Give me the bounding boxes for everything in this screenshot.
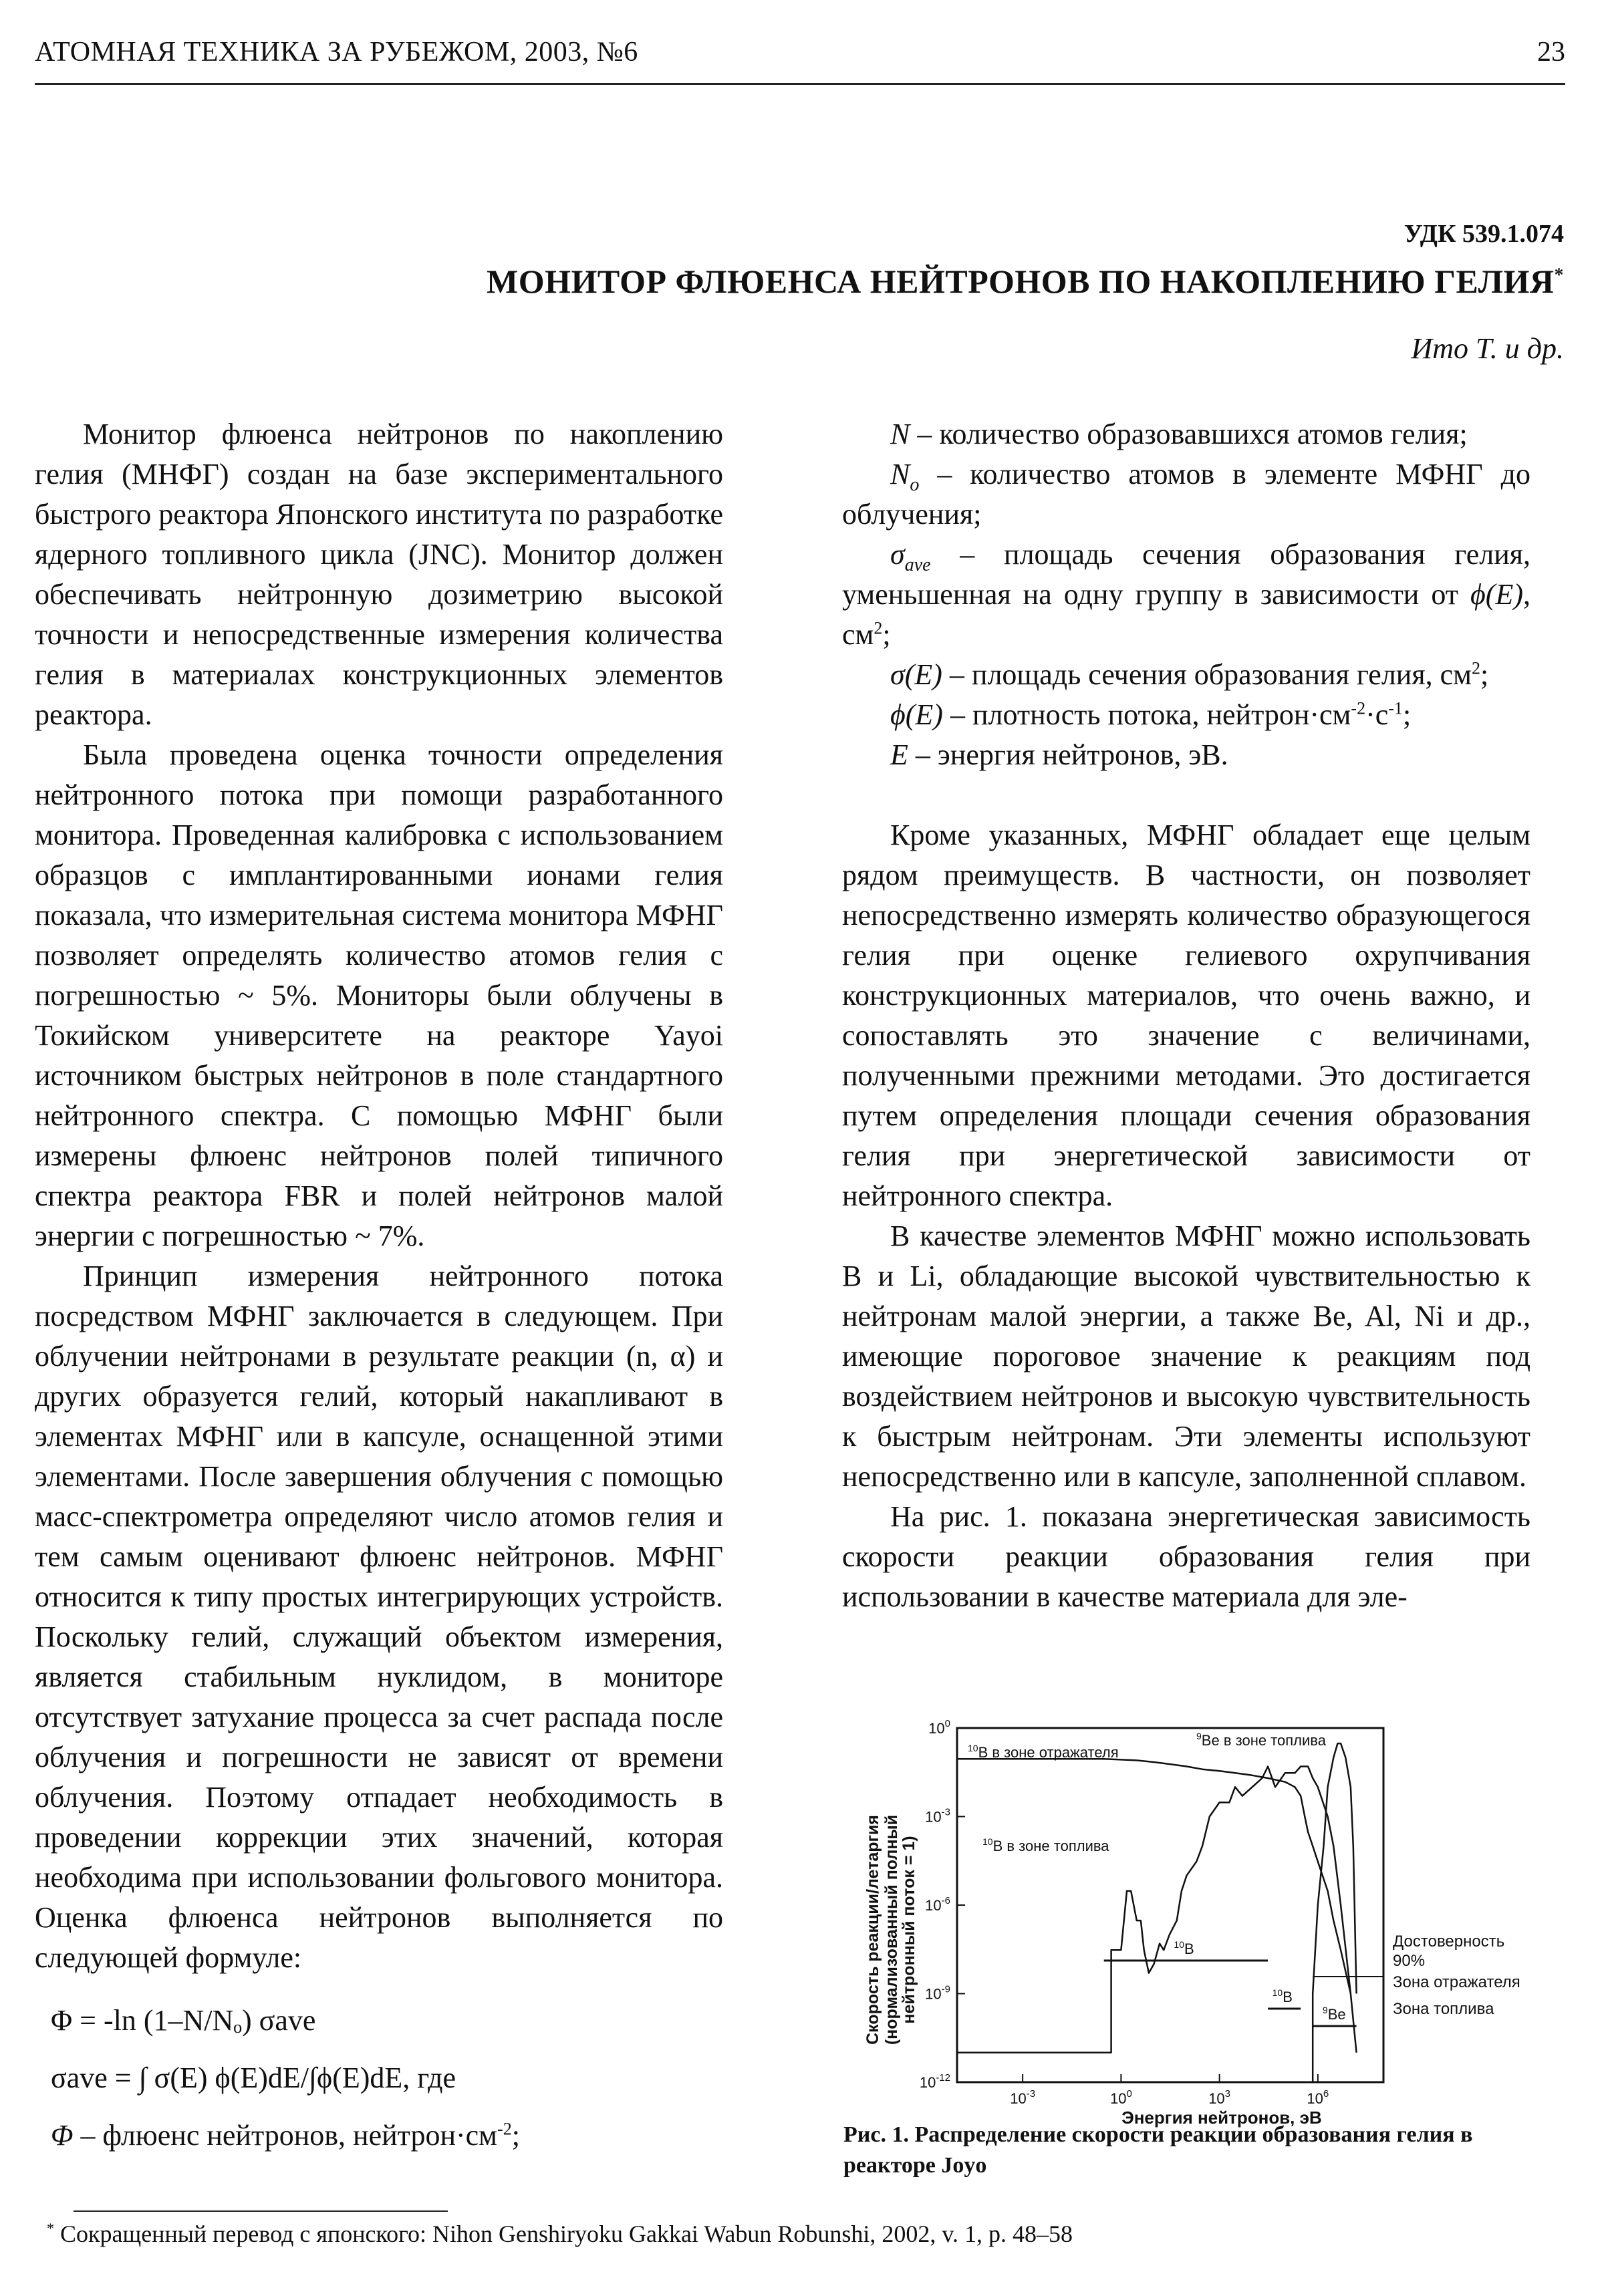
article-title xyxy=(40,262,1564,301)
y-axis-label-line-2: (нормализованный полный xyxy=(882,1814,901,2045)
series-label-b10-reflector: $^{10}$B в зоне отражателя xyxy=(968,1743,1119,1761)
symbol: σ xyxy=(890,538,905,571)
definition-text: – плотность потока, нейтрон·см xyxy=(942,698,1351,731)
y-tick-label: $10^{-6}$ xyxy=(925,1895,950,1914)
series-line-be9-fuel xyxy=(1313,1743,1356,2082)
definition-sigma-ave xyxy=(842,535,1530,655)
unit: , см xyxy=(842,578,1530,651)
footnote-mark: * xyxy=(47,2220,54,2237)
x-tick-label: $10^3$ xyxy=(1208,2088,1231,2107)
range-legend-reflector: Зона отражателя xyxy=(1393,1973,1520,1991)
exponent: 2 xyxy=(874,618,883,638)
paragraph: Кроме указанных, МФНГ обладает еще целым рядом преимуществ. В частности, он позволяет непосредственно измерять количество образующегося гелия при оценке гелиевого охрупчивания конструкционных материалов, что очень важно, и сопоставлять это значение с величинами, полученными прежними методами. Это достигается путем определения площади сечения образования гелия при энергетической зависимости от нейтронного спектра. xyxy=(842,819,1530,1212)
paragraph: В качестве элементов МФНГ можно использовать B и Li, обладающие высокой чувствительностью к нейтронам малой энергии, а также Be, Al, Ni и др., имеющие пороговое значение к реакциям под воздействием нейтронов и высокую чувствительность к быстрым нейтронам. Эти элементы используют непосредственно или в капсуле, заполненной сплавом. xyxy=(842,1219,1530,1493)
y-axis-label-line-3: нейтронный поток = 1) xyxy=(900,1836,918,2024)
punct: ; xyxy=(511,2119,520,2152)
symbol: ϕ(E) xyxy=(1470,578,1523,611)
footnote xyxy=(47,2220,1537,2248)
punct: ; xyxy=(882,618,891,651)
subscript: ave xyxy=(904,554,931,575)
definition-text: – площадь сечения образования гелия, уменьшенная на одну группу в зависимости от xyxy=(842,538,1530,611)
exponent: -1 xyxy=(1388,698,1403,718)
journal-name: АТОМНАЯ ТЕХНИКА ЗА РУБЕЖОМ, 2003, №6 xyxy=(35,37,638,67)
formula-fluence: Φ = -ln (1–N/Nₒ) σave xyxy=(51,2004,316,2037)
series-label-be9-fuel: $^9$Be в зоне топлива xyxy=(1196,1731,1326,1749)
symbol: N xyxy=(890,418,910,450)
x-tick-label: $10^{-3}$ xyxy=(1010,2088,1036,2107)
page-number: 23 xyxy=(1537,37,1565,67)
left-column xyxy=(35,414,723,2156)
x-tick-label: $10^6$ xyxy=(1307,2088,1329,2107)
footnote-divider xyxy=(74,2210,448,2212)
running-head xyxy=(35,36,1565,69)
definition-N0 xyxy=(842,454,1530,535)
definition-phi xyxy=(35,2116,723,2156)
article-title-text: МОНИТОР ФЛЮЕНСА НЕЙТРОНОВ ПО НАКОПЛЕНИЮ ГЕЛИЯ xyxy=(487,263,1555,300)
exponent: 2 xyxy=(1471,658,1480,678)
paragraph: Была проведена оценка точности определения нейтронного потока при помощи разработанного монитора. Проведенная калибровка с использованием образцов с имплантированными ионами гелия показала, что измерительная система монитора МФНГ позволяет определять количество атомов гелия с погрешностью ~ 5%. Мониторы были облучены в Токийском университете на реакторе Yayoi источником быстрых нейтронов в поле стандартного нейтронного спектра. С помощью МФНГ были измерены флюенс нейтронов полей типичного спектра реактора FBR и полей нейтронов малой энергии с погрешностью ~ 7%. xyxy=(35,738,723,1252)
range-bar-b10-reflector-label: $^{10}$B xyxy=(1272,1987,1293,2005)
definition-N xyxy=(842,414,1530,454)
udc-code: УДК 539.1.074 xyxy=(1404,220,1564,248)
series-label-b10-fuel: $^{10}$B в зоне топлива xyxy=(982,1836,1109,1854)
symbol: σ(E) xyxy=(890,658,942,691)
range-bar-b10-confidence-label: $^{10}$B xyxy=(1174,1939,1194,1957)
symbol: N xyxy=(890,458,910,490)
series-line-b10-fuel xyxy=(957,1767,1351,2053)
right-column xyxy=(842,414,1530,1617)
plot-frame xyxy=(957,1728,1383,2082)
symbol: ϕ(E) xyxy=(890,698,943,731)
unit: ·с xyxy=(1365,698,1389,731)
y-tick-label: $10^{-9}$ xyxy=(925,1983,950,2003)
y-tick-label: $10^0$ xyxy=(928,1718,950,1737)
symbol: Φ xyxy=(51,2119,74,2152)
range-bar-be9-fuel-label: $^9$Be xyxy=(1322,2005,1346,2023)
exponent: -2 xyxy=(497,2119,512,2139)
definition-phi-E xyxy=(842,695,1530,735)
figure-caption: Рис. 1. Распределение скорости реакции образования гелия в реакторе Joyo xyxy=(843,2122,1473,2178)
paragraph: На рис. 1. показана энергетическая зависимость скорости реакции образования гелия при использовании в качестве материала для эле- xyxy=(842,1500,1530,1613)
punct: ; xyxy=(1402,698,1412,731)
punct: ; xyxy=(1480,658,1489,691)
definition-sigma-E xyxy=(842,655,1530,695)
subscript: o xyxy=(910,474,920,495)
reaction-rate-chart xyxy=(843,1703,1532,2130)
paragraph: Монитор флюенса нейтронов по накоплению гелия (МНФГ) создан на базе экспериментального быстрого реактора Японского института по разработке ядерного топливного цикла (JNC). Монитор должен обеспечивать нейтронную дозиметрию высокой точности и непосредственные измерения количества гелия в материалах конструкционных элементов реактора. xyxy=(35,418,724,731)
definition-text: – площадь сечения образования гелия, см xyxy=(942,658,1472,691)
x-axis-label: Энергия нейтронов, эВ xyxy=(1121,2108,1322,2128)
header-divider xyxy=(35,83,1565,85)
definition-text: – количество образовавшихся атомов гелия; xyxy=(910,418,1468,450)
title-footnote-mark: * xyxy=(1554,265,1564,286)
definition-E xyxy=(842,735,1530,775)
range-legend-percent: 90% xyxy=(1393,1952,1426,1970)
article-authors: Ито Т. и др. xyxy=(1411,332,1564,365)
exponent: -2 xyxy=(1351,698,1366,718)
formula-sigma-ave: σave = ∫ σ(E) ϕ(E)dE/∫ϕ(E)dE, где xyxy=(51,2061,456,2094)
symbol: E xyxy=(890,738,908,771)
x-tick-label: $10^0$ xyxy=(1109,2088,1132,2107)
figure-1 xyxy=(843,1703,1532,2184)
paragraph: Принцип измерения нейтронного потока посредством МФНГ заключается в следующем. При облучении нейтронами в результате реакции (n, α) и других образуется гелий, который накапливают в элементах МФНГ или в капсуле, оснащенной этими элементами. После завершения облучения с помощью масс-спектрометра определяют число атомов гелия и тем самым оценивают флюенс нейтронов. МФНГ относится к типу простых интегрирующих устройств. Поскольку гелий, служащий объектом измерения, является стабильным нуклидом, в мониторе отсутствует затухание процесса за счет распада после облучения и погрешности не зависят от времени облучения. Поэтому отпадает необходимость в проведении коррекции этих значений, которая необходима при использовании фольгового монитора. Оценка флюенса нейтронов выполняется по следующей формуле: xyxy=(35,1260,723,1974)
y-axis-label-line-1: Скорость реакции/летаргия xyxy=(863,1815,882,2045)
definition-text: – количество атомов в элементе МФНГ до облучения; xyxy=(842,458,1530,531)
y-tick-label: $10^{-12}$ xyxy=(919,2072,950,2091)
footnote-text: Сокращенный перевод с японского: Nihon Genshiryoku Gakkai Wabun Robunshi, 2002, v. 1, p. 48–58 xyxy=(54,2220,1073,2247)
definition-text: – энергия нейтронов, эВ. xyxy=(908,738,1228,771)
definition-text: – флюенс нейтронов, нейтрон·см xyxy=(73,2119,498,2152)
range-legend-confidence: Достоверность xyxy=(1393,1932,1505,1951)
y-tick-label: $10^{-3}$ xyxy=(925,1806,950,1826)
range-legend-fuel: Зона топлива xyxy=(1393,2000,1494,2018)
